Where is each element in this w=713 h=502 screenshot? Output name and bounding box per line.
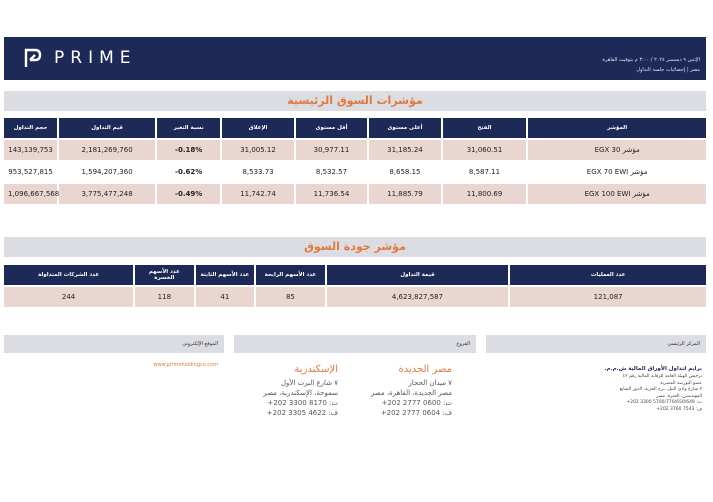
table-row <box>4 162 706 182</box>
branches-label: الفروع <box>234 335 476 353</box>
col-traded-companies: عدد الشركات المتداولة <box>4 265 133 285</box>
cell-high: 11,885.79 <box>369 184 440 204</box>
cell-open: 8,587.11 <box>443 162 527 182</box>
branch-address-2: مصر الجديدة، القاهرة، مصر <box>370 389 452 397</box>
hq-phone: ت: 5700/770/650/649 3300 202+ <box>626 400 702 405</box>
col-volume: حجم التداول <box>4 118 57 138</box>
col-open: الفتح <box>443 118 527 138</box>
report-header <box>4 37 706 80</box>
main-indices-title: مؤشرات السوق الرئيسية <box>4 91 706 111</box>
cell-close: 31,005.12 <box>222 140 293 160</box>
cell-volume: 1,096,667,568 <box>4 184 57 204</box>
cell-index: مؤشر EGX 70 EWI <box>528 162 706 182</box>
cell-volume: 143,139,753 <box>4 140 57 160</box>
cell-value: 3,775,477,248 <box>59 184 155 204</box>
hq-address-1: ٢ شارع وادي النيل، برج الحرية، الدور السابع <box>619 387 702 392</box>
market-quality-table <box>2 263 708 309</box>
cell-unchanged: 41 <box>196 287 255 307</box>
col-high: أعلى مستوى <box>369 118 440 138</box>
col-unchanged: عدد الأسهم الثابتة <box>196 265 255 285</box>
website-label: الموقع الإلكتروني <box>4 335 224 353</box>
branch-address-1: ٧ شارع البرت الأول <box>280 379 338 387</box>
branch-name: الإسكندرية <box>294 364 338 375</box>
branch-address-1: ٧ ميدان الحجاز <box>408 379 452 387</box>
branch-phone: ت: 8170 3300 202+ <box>267 399 338 407</box>
report-date: الإثنين ٩ ديسمبر ٢٠٢٤ / ٣:٠٠ م بتوقيت القاهرة <box>602 57 700 63</box>
branch-heliopolis <box>354 364 452 418</box>
branch-alexandria <box>240 364 338 418</box>
company-name: برايم لتداول الأوراق المالية ش.م.م. <box>604 366 702 372</box>
table-header-row <box>4 118 706 138</box>
market-quality-title: مؤشر جودة السوق <box>4 237 706 257</box>
table-row <box>4 184 706 204</box>
col-close: الإغلاق <box>222 118 293 138</box>
cell-high: 8,658.15 <box>369 162 440 182</box>
brand-logo <box>24 48 137 68</box>
branch-address-2: سموحة، الإسكندرية، مصر <box>263 389 338 397</box>
cell-change: -0.18% <box>157 140 220 160</box>
license-line: ترخيص الهيئة العامة للرقابة المالية رقم ٤٢ <box>622 374 702 379</box>
cell-index: مؤشر EGX 30 <box>528 140 706 160</box>
prime-logo-icon <box>24 48 42 68</box>
main-indices-table <box>2 116 708 206</box>
cell-trade-value: 4,623,827,587 <box>327 287 509 307</box>
hq-fax: ف: 7543 3760 202+ <box>656 406 702 412</box>
col-losers: عدد الأسهم الخسرة <box>135 265 194 285</box>
col-trades: عدد العمليات <box>510 265 706 285</box>
cell-gainers: 85 <box>256 287 325 307</box>
col-trade-value: قيمة التداول <box>327 265 509 285</box>
col-low: أقل مستوى <box>296 118 367 138</box>
cell-losers: 118 <box>135 287 194 307</box>
branch-fax: ف: 0604 2777 202+ <box>380 409 452 417</box>
cell-close: 8,533.73 <box>222 162 293 182</box>
cell-volume: 953,527,815 <box>4 162 57 182</box>
col-value: قيم التداول <box>59 118 155 138</box>
col-index: المؤشر <box>528 118 706 138</box>
cell-high: 31,185.24 <box>369 140 440 160</box>
table-row <box>4 287 706 307</box>
col-gainers: عدد الأسهم الرابحة <box>256 265 325 285</box>
cell-open: 31,060.51 <box>443 140 527 160</box>
cell-value: 2,181,269,760 <box>59 140 155 160</box>
hq-address-2: المهندسين، الجيزة، مصر <box>656 393 702 399</box>
cell-low: 30,977.11 <box>296 140 367 160</box>
brand-name: PRIME <box>54 48 137 68</box>
membership-line: عضو البورصة المصرية <box>660 380 702 386</box>
cell-index: مؤشر EGX 100 EWI <box>528 184 706 204</box>
head-office <box>592 366 702 413</box>
cell-change: -0.62% <box>157 162 220 182</box>
hq-label: المركز الرئيسي <box>486 335 706 353</box>
cell-value: 1,594,207,360 <box>59 162 155 182</box>
branch-phone: ت: 0600 2777 202+ <box>381 399 452 407</box>
cell-open: 11,800.69 <box>443 184 527 204</box>
branch-fax: ف: 4622 3305 202+ <box>266 409 338 417</box>
cell-change: -0.49% <box>157 184 220 204</box>
cell-low: 8,532.57 <box>296 162 367 182</box>
branch-name: مصر الجديدة <box>398 364 452 375</box>
cell-low: 11,736.54 <box>296 184 367 204</box>
website-link[interactable]: www.primeholdingco.com <box>153 362 218 368</box>
cell-close: 11,742.74 <box>222 184 293 204</box>
table-header-row <box>4 265 706 285</box>
table-row <box>4 140 706 160</box>
cell-traded-companies: 244 <box>4 287 133 307</box>
col-change: نسبة التغير <box>157 118 220 138</box>
cell-trades: 121,087 <box>510 287 706 307</box>
report-subtitle: مصر | إحصائيات جلسة التداول <box>636 67 700 73</box>
